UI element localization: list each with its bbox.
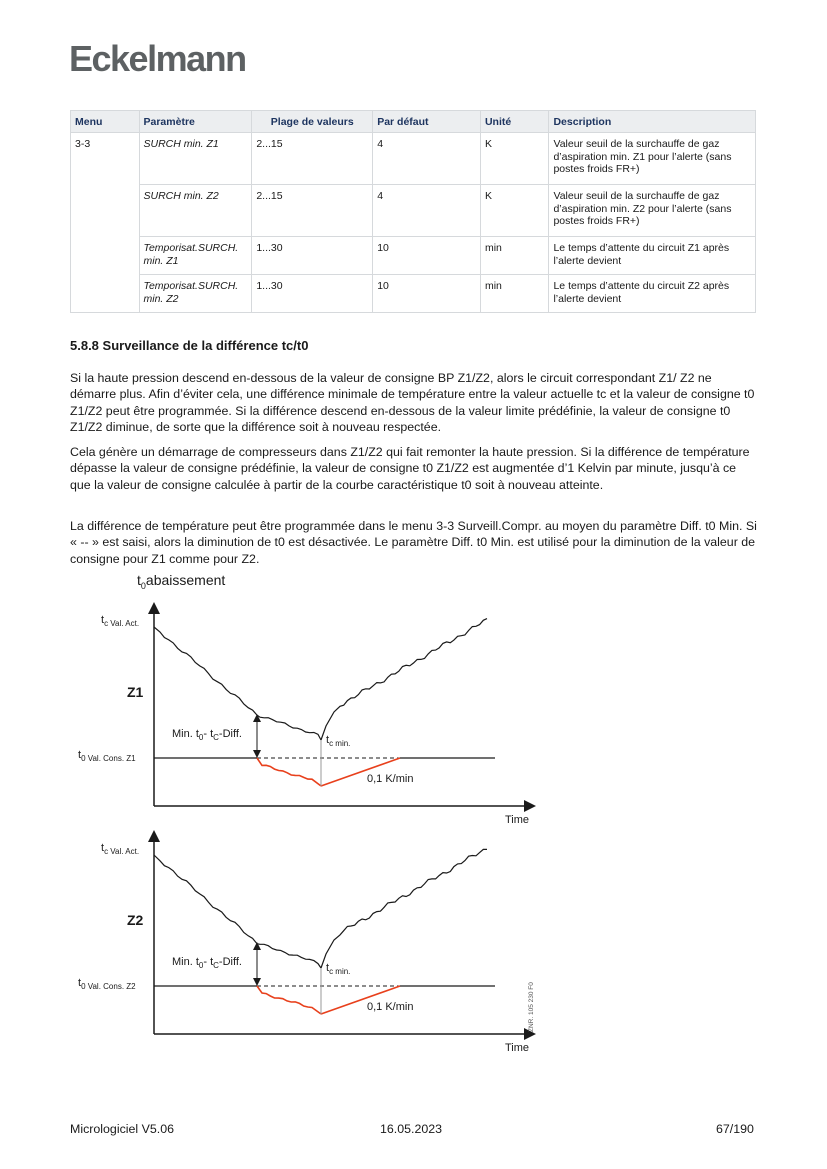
param-cell: Temporisat.SURCH. min. Z2 bbox=[139, 275, 252, 313]
time-axis-label-z2: Time bbox=[505, 1042, 530, 1054]
param-cell: SURCH min. Z2 bbox=[139, 185, 252, 237]
tc-actual-label-z1: $t_{c Val. Act.}$ bbox=[101, 614, 140, 628]
unit-cell: min bbox=[480, 275, 549, 313]
default-cell: 10 bbox=[373, 275, 481, 313]
description-cell: Le temps d’attente du circuit Z2 après l’alerte devient bbox=[549, 275, 756, 313]
range-cell: 2...15 bbox=[252, 185, 373, 237]
menu-cell: 3-3 bbox=[71, 133, 140, 313]
t0-setpoint-label-z1: $t_{0 Val. Cons. Z1}$ bbox=[78, 749, 136, 763]
col-header-unit: Unité bbox=[480, 111, 549, 133]
min-diff-arrow-up bbox=[253, 942, 261, 950]
time-axis-label-z1: Time bbox=[505, 814, 530, 826]
range-cell: 1...30 bbox=[252, 237, 373, 275]
paragraph: Si la haute pression descend en-dessous de la valeur de consigne BP Z1/Z2, alors le circuit correspondant Z1/ Z2 ne démarre plus. Afin d’éviter cela, une différence minimale de température entre la valeur actuelle tc et la valeur de consigne t0 Z1/Z2 peut être programmée. Si la différence descend en-dessous de la valeur limite prédéfinie, la valeur de consigne t0 Z1/Z2 diminue, de sorte que la différence soit à nouveau respectée. bbox=[70, 371, 755, 434]
param-cell: Temporisat.SURCH. min. Z1 bbox=[139, 237, 252, 275]
tc-actual-label-z2: $t_{c Val. Act.}$ bbox=[101, 842, 140, 856]
figure-title-rest: abaissement bbox=[145, 572, 226, 588]
tc-actual-curve-descending bbox=[154, 855, 321, 968]
default-cell: 10 bbox=[373, 237, 481, 275]
min-diff-label-z2: Min. $t_0-$ $t_C$-Diff. bbox=[172, 956, 242, 970]
tc-actual-curve-descending bbox=[154, 627, 321, 740]
min-diff-label-z1: Min. $t_0-$ $t_C$-Diff. bbox=[172, 728, 242, 742]
footer-date: 16.05.2023 bbox=[380, 1122, 443, 1136]
tc-min-label-z1: $t_{c min.}$ bbox=[326, 734, 351, 748]
t0-lowered-curve bbox=[257, 758, 321, 786]
drawing-id: ZNR. 105 230 F0 bbox=[528, 982, 535, 1032]
figure-title-t: t bbox=[137, 572, 141, 588]
description-cell: Valeur seuil de la surchauffe de gaz d’aspiration min. Z2 pour l’alerte (sans postes froids FR+) bbox=[549, 185, 756, 237]
col-header-default: Par défaut bbox=[373, 111, 481, 133]
param-cell: SURCH min. Z1 bbox=[139, 133, 252, 185]
unit-cell: min bbox=[480, 237, 549, 275]
description-cell: Le temps d’attente du circuit Z1 après l’alerte devient bbox=[549, 237, 756, 275]
rate-label-z2: 0,1 K/min bbox=[367, 1001, 414, 1013]
paragraph: Cela génère un démarrage de compresseurs dans Z1/Z2 qui fait remonter la haute pression. Si la différence de température dépasse la valeur de consigne prédéfinie, la valeur de consigne t0 Z1/Z2 est augmentée d’1 Kelvin par minute, jusqu’à ce que la valeur de consigne calculée à partir de la courbe caractéristique t0 soit à nouveau atteinte. bbox=[70, 445, 750, 492]
range-cell: 2...15 bbox=[252, 133, 373, 185]
unit-cell: K bbox=[480, 133, 549, 185]
graph-z1 bbox=[154, 608, 530, 806]
range-cell: 1...30 bbox=[252, 275, 373, 313]
tc-min-label-z2: $t_{c min.}$ bbox=[326, 962, 351, 976]
section-heading: 5.8.8 Surveillance de la différence tc/t0 bbox=[70, 338, 309, 353]
description-cell: Valeur seuil de la surchauffe de gaz d’aspiration min. Z1 pour l’alerte (sans postes froids FR+) bbox=[549, 133, 756, 185]
paragraph: La différence de température peut être programmée dans le menu 3-3 Surveill.Compr. au moyen du paramètre Diff. t0 Min. Si « -- » est saisi, alors la diminution de t0 est désactivée. Le paramètre Diff. t0 Min. est utilisé pour la diminution de la valeur de consigne pour Z1 comme pour Z2. bbox=[70, 519, 757, 566]
tc-actual-curve-rising bbox=[321, 619, 487, 740]
footer-firmware: Micrologiciel V5.06 bbox=[70, 1122, 174, 1136]
t0-setpoint-label-z2: $t_{0 Val. Cons. Z2}$ bbox=[78, 977, 136, 991]
min-diff-arrow-up bbox=[253, 714, 261, 722]
footer-page-number: 67/190 bbox=[716, 1122, 754, 1136]
tc-actual-curve-rising bbox=[321, 849, 487, 968]
col-header-range: Plage de valeurs bbox=[252, 111, 373, 133]
rate-label-z1: 0,1 K/min bbox=[367, 773, 414, 785]
figure-title-sub: 0 bbox=[140, 580, 146, 591]
default-cell: 4 bbox=[373, 185, 481, 237]
unit-cell: K bbox=[480, 185, 549, 237]
min-diff-arrow-down bbox=[253, 978, 261, 986]
default-cell: 4 bbox=[373, 133, 481, 185]
zone-label-z2: Z2 bbox=[127, 912, 144, 928]
min-diff-arrow-down bbox=[253, 750, 261, 758]
graph-z2 bbox=[154, 836, 530, 1034]
col-header-parameter: Paramètre bbox=[139, 111, 252, 133]
col-header-menu: Menu bbox=[71, 111, 140, 133]
t0-lowered-curve bbox=[257, 986, 321, 1014]
eckelmann-logo: Eckelmann bbox=[69, 38, 246, 79]
zone-label-z1: Z1 bbox=[127, 684, 144, 700]
col-header-description: Description bbox=[549, 111, 756, 133]
